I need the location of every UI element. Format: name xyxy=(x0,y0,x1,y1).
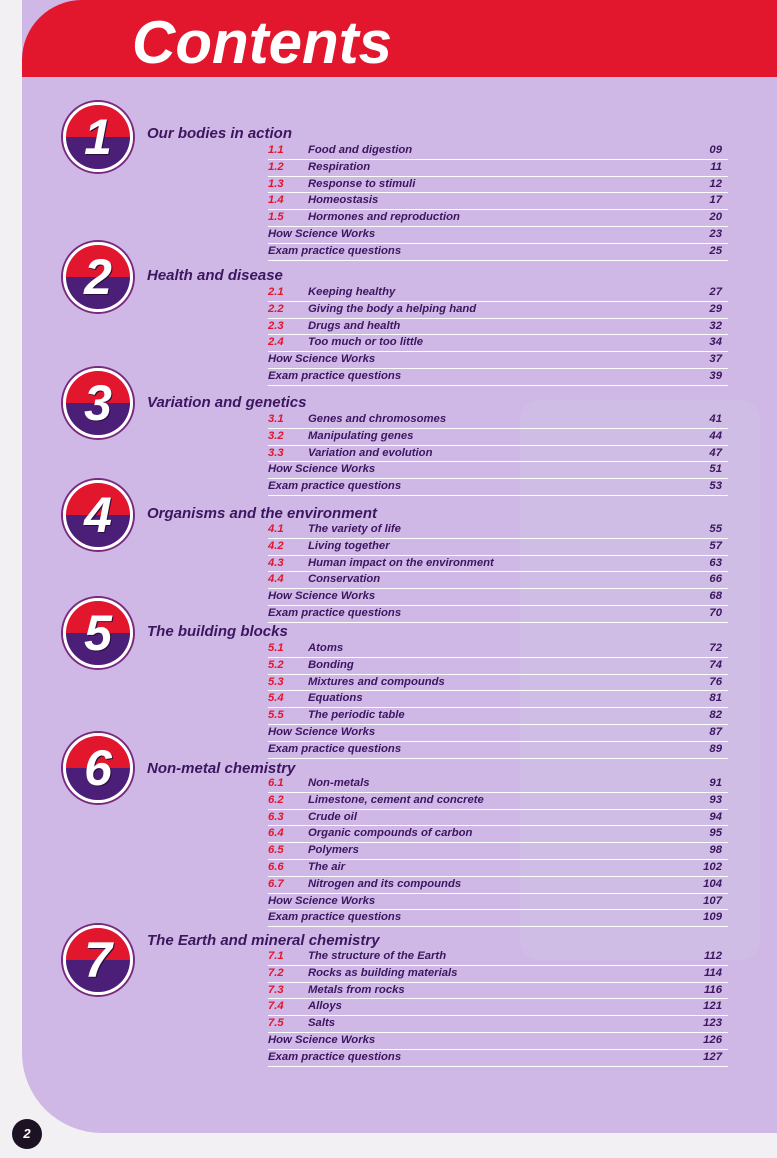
section-number: 7.5 xyxy=(268,1017,284,1030)
section-list xyxy=(268,143,728,261)
toc-row[interactable] xyxy=(268,429,728,446)
section-page: 121 xyxy=(703,1000,722,1013)
section-number: 5.1 xyxy=(268,642,284,654)
section-title: Metals from rocks xyxy=(308,983,405,996)
section-number: 2.3 xyxy=(268,319,284,332)
chapter-number-badge xyxy=(63,102,133,172)
section-page: 51 xyxy=(709,463,722,476)
section-page: 123 xyxy=(703,1017,722,1030)
toc-row[interactable] xyxy=(268,285,728,302)
toc-row[interactable] xyxy=(268,1050,728,1067)
chapter-number: 7 xyxy=(84,932,112,988)
section-page: 112 xyxy=(703,950,722,962)
section-title: Exam practice questions xyxy=(268,742,402,755)
section-list xyxy=(268,641,728,759)
toc-row[interactable] xyxy=(268,143,728,160)
section-title: How Science Works xyxy=(268,1033,376,1046)
section-title: Exam practice questions xyxy=(268,911,402,924)
section-page: 74 xyxy=(709,658,722,671)
toc-row[interactable] xyxy=(268,860,728,877)
section-page: 53 xyxy=(709,480,722,493)
section-page: 81 xyxy=(709,692,722,705)
toc-row[interactable] xyxy=(268,335,728,352)
section-page: 76 xyxy=(709,675,722,688)
section-page: 107 xyxy=(703,894,722,907)
chapter-number-badge xyxy=(63,925,133,995)
chapter-number: 4 xyxy=(84,487,112,543)
chapter-number-badge xyxy=(63,598,133,668)
section-page: 72 xyxy=(709,642,722,654)
section-title: Atoms xyxy=(308,642,344,654)
section-list xyxy=(268,776,728,927)
section-page: 17 xyxy=(709,194,722,207)
section-page: 11 xyxy=(710,160,722,173)
chapter-number: 5 xyxy=(84,605,112,661)
section-page: 63 xyxy=(709,556,722,569)
toc-row[interactable] xyxy=(268,949,728,966)
section-page: 126 xyxy=(703,1033,722,1046)
section-title: Hormones and reproduction xyxy=(308,211,460,224)
section-number: 1.5 xyxy=(268,211,284,224)
section-title: Crude oil xyxy=(308,810,357,823)
toc-row[interactable] xyxy=(268,658,728,675)
section-number: 6.5 xyxy=(268,844,284,857)
toc-row[interactable] xyxy=(268,589,728,606)
toc-row[interactable] xyxy=(268,983,728,1000)
section-title: How Science Works xyxy=(268,463,376,476)
section-title: Living together xyxy=(308,539,390,552)
section-number: 2.2 xyxy=(268,302,284,315)
section-number: 4.1 xyxy=(268,523,284,535)
toc-row[interactable] xyxy=(268,877,728,894)
toc-row[interactable] xyxy=(268,210,728,227)
toc-row[interactable] xyxy=(268,725,728,742)
section-page: 116 xyxy=(703,983,722,996)
toc-row[interactable] xyxy=(268,826,728,843)
section-page: 44 xyxy=(709,429,722,442)
toc-row[interactable] xyxy=(268,793,728,810)
section-page: 20 xyxy=(709,211,722,224)
toc-row[interactable] xyxy=(268,776,728,793)
section-page: 32 xyxy=(709,319,722,332)
toc-row[interactable] xyxy=(268,894,728,911)
section-page: 87 xyxy=(709,725,722,738)
section-title: Limestone, cement and concrete xyxy=(308,793,484,806)
toc-row[interactable] xyxy=(268,556,728,573)
section-page: 09 xyxy=(709,144,722,156)
section-number: 2.1 xyxy=(268,286,284,298)
section-number: 1.3 xyxy=(268,177,284,190)
section-title: Equations xyxy=(308,692,363,705)
chapter-number: 2 xyxy=(84,249,112,305)
section-page: 12 xyxy=(709,177,722,190)
toc-row[interactable] xyxy=(268,691,728,708)
chapter-number-badge xyxy=(63,242,133,312)
section-page: 34 xyxy=(709,336,722,349)
section-title: Nitrogen and its compounds xyxy=(308,877,462,890)
section-number: 1.2 xyxy=(268,160,284,173)
section-page: 102 xyxy=(703,860,722,873)
section-number: 4.3 xyxy=(268,556,284,569)
chapter-number-badge xyxy=(63,368,133,438)
toc-row[interactable] xyxy=(268,910,728,927)
chapter-title[interactable]: The Earth and mineral chemistry xyxy=(147,932,380,949)
section-number: 2.4 xyxy=(268,336,284,349)
section-number: 5.5 xyxy=(268,709,284,722)
section-title: Human impact on the environment xyxy=(308,556,494,569)
toc-row[interactable] xyxy=(268,193,728,210)
toc-row[interactable] xyxy=(268,352,728,369)
section-title: The variety of life xyxy=(308,523,401,535)
section-page: 94 xyxy=(709,810,722,823)
section-number: 7.2 xyxy=(268,966,284,979)
toc-row[interactable] xyxy=(268,810,728,827)
section-number: 1.4 xyxy=(268,194,284,207)
toc-row[interactable] xyxy=(268,446,728,463)
section-list xyxy=(268,285,728,386)
section-list xyxy=(268,412,728,496)
section-page: 66 xyxy=(709,573,722,586)
toc-row[interactable] xyxy=(268,244,728,261)
toc-row[interactable] xyxy=(268,412,728,429)
section-number: 3.2 xyxy=(268,429,284,442)
chapter-title[interactable]: Variation and genetics xyxy=(147,394,307,411)
toc-row[interactable] xyxy=(268,708,728,725)
section-page: 109 xyxy=(703,911,722,924)
section-number: 4.2 xyxy=(268,539,284,552)
section-number: 7.1 xyxy=(268,950,284,962)
section-title: Drugs and health xyxy=(308,319,401,332)
section-number: 1.1 xyxy=(268,144,284,156)
section-number: 3.3 xyxy=(268,446,284,459)
section-number: 7.4 xyxy=(268,1000,284,1013)
section-page: 41 xyxy=(709,413,722,425)
toc-row[interactable] xyxy=(268,966,728,983)
section-title: Giving the body a helping hand xyxy=(308,302,477,315)
toc-row[interactable] xyxy=(268,843,728,860)
section-number: 5.4 xyxy=(268,692,284,705)
section-title: Response to stimuli xyxy=(308,177,416,190)
section-number: 6.7 xyxy=(268,877,284,890)
section-title: Salts xyxy=(308,1017,336,1030)
toc-row[interactable] xyxy=(268,479,728,496)
section-title: How Science Works xyxy=(268,590,376,603)
section-number: 6.6 xyxy=(268,860,284,873)
section-page: 47 xyxy=(709,446,722,459)
section-title: Exam practice questions xyxy=(268,480,402,493)
section-page: 95 xyxy=(709,827,722,840)
section-page: 55 xyxy=(709,523,722,535)
section-page: 91 xyxy=(709,777,722,789)
toc-row[interactable] xyxy=(268,742,728,759)
section-title: Bonding xyxy=(308,658,354,671)
toc-row[interactable] xyxy=(268,177,728,194)
section-number: 3.1 xyxy=(268,413,284,425)
toc-row[interactable] xyxy=(268,319,728,336)
chapter-number: 1 xyxy=(84,109,112,165)
chapter-title[interactable]: Our bodies in action xyxy=(147,125,293,142)
section-page: 70 xyxy=(709,606,722,619)
toc-row[interactable] xyxy=(268,369,728,386)
section-page: 23 xyxy=(709,227,722,240)
section-title: Polymers xyxy=(308,844,359,857)
section-list xyxy=(268,949,728,1067)
toc-row[interactable] xyxy=(268,1033,728,1050)
section-title: The air xyxy=(308,860,346,873)
section-page: 93 xyxy=(709,793,722,806)
chapter-number: 6 xyxy=(84,740,112,796)
section-title: The periodic table xyxy=(308,709,405,722)
section-page: 127 xyxy=(703,1050,722,1063)
section-number: 5.2 xyxy=(268,658,284,671)
section-title: Variation and evolution xyxy=(308,446,433,459)
section-title: How Science Works xyxy=(268,725,376,738)
section-page: 89 xyxy=(709,742,722,755)
toc-row[interactable] xyxy=(268,641,728,658)
toc-row[interactable] xyxy=(268,539,728,556)
toc-row[interactable] xyxy=(268,572,728,589)
section-title: Respiration xyxy=(308,160,371,173)
toc-row[interactable] xyxy=(268,462,728,479)
section-number: 6.3 xyxy=(268,810,284,823)
section-title: How Science Works xyxy=(268,894,376,907)
section-title: Alloys xyxy=(308,1000,342,1013)
section-title: Exam practice questions xyxy=(268,606,402,619)
section-number: 5.3 xyxy=(268,675,284,688)
section-title: Exam practice questions xyxy=(268,1050,402,1063)
section-title: Keeping healthy xyxy=(308,286,396,298)
section-page: 29 xyxy=(709,302,722,315)
section-title: Genes and chromosomes xyxy=(308,413,447,425)
chapter-number-badge xyxy=(63,733,133,803)
section-page: 39 xyxy=(709,369,722,382)
chapter-title[interactable]: The building blocks xyxy=(147,623,288,640)
section-title: Manipulating genes xyxy=(308,429,414,442)
section-number: 6.1 xyxy=(268,777,284,789)
toc-row[interactable] xyxy=(268,522,728,539)
toc-row[interactable] xyxy=(268,675,728,692)
toc-row[interactable] xyxy=(268,160,728,177)
chapter-number-badge xyxy=(63,480,133,550)
section-title: Exam practice questions xyxy=(268,244,402,257)
chapter-title[interactable]: Non-metal chemistry xyxy=(147,760,296,777)
toc-row[interactable] xyxy=(268,1016,728,1033)
toc-row[interactable] xyxy=(268,606,728,623)
section-page: 27 xyxy=(709,286,722,298)
section-title: Exam practice questions xyxy=(268,369,402,382)
section-number: 7.3 xyxy=(268,983,284,996)
section-page: 98 xyxy=(709,844,722,857)
page-number: 2 xyxy=(12,1119,42,1149)
section-title: Too much or too little xyxy=(308,336,424,349)
section-number: 4.4 xyxy=(268,573,284,586)
toc-row[interactable] xyxy=(268,227,728,244)
section-title: Food and digestion xyxy=(308,144,413,156)
chapter-number: 3 xyxy=(84,375,112,431)
section-title: Non-metals xyxy=(308,777,370,789)
section-page: 104 xyxy=(703,877,722,890)
toc-row[interactable] xyxy=(268,999,728,1016)
chapter-title[interactable]: Organisms and the environment xyxy=(147,505,378,522)
page-title: Contents xyxy=(132,9,392,76)
toc-row[interactable] xyxy=(268,302,728,319)
section-title: Rocks as building materials xyxy=(308,966,458,979)
section-list xyxy=(268,522,728,623)
section-page: 37 xyxy=(709,353,722,366)
section-title: Homeostasis xyxy=(308,194,379,207)
section-title: How Science Works xyxy=(268,227,376,240)
section-title: Organic compounds of carbon xyxy=(308,827,473,840)
section-page: 25 xyxy=(709,244,722,257)
section-title: The structure of the Earth xyxy=(308,950,447,962)
section-number: 6.4 xyxy=(268,827,284,840)
section-page: 57 xyxy=(709,539,722,552)
section-page: 82 xyxy=(709,709,722,722)
chapter-title[interactable]: Health and disease xyxy=(147,267,283,284)
section-title: Mixtures and compounds xyxy=(308,675,445,688)
section-page: 114 xyxy=(703,966,722,979)
section-title: Conservation xyxy=(308,573,381,586)
section-title: How Science Works xyxy=(268,353,376,366)
section-number: 6.2 xyxy=(268,793,284,806)
section-page: 68 xyxy=(709,590,722,603)
